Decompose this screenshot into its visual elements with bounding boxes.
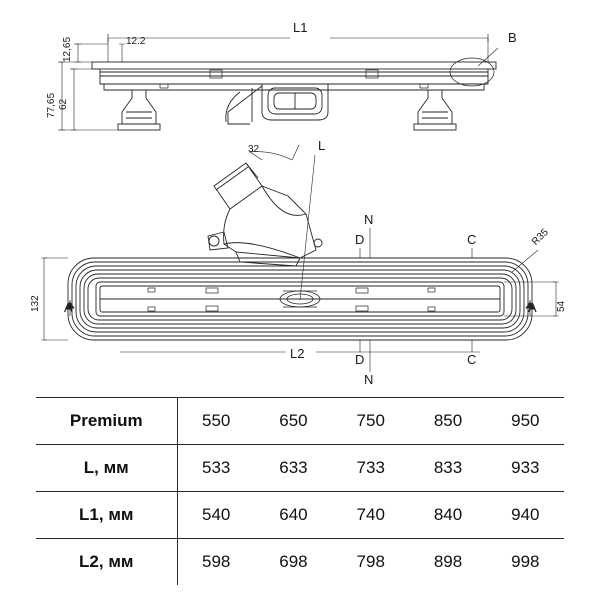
section-label-N-bottom: N [364,372,374,387]
cell-value: 698 [279,552,308,571]
section-label-N-top: N [364,212,374,227]
dim-label-32: 32 [248,144,260,155]
outlet-assembly [262,84,328,120]
cell-value: 840 [409,492,486,539]
section-label-C-bottom: C [467,352,477,367]
dim-label-L2: L2 [290,346,305,361]
cell-value: 650 [255,398,332,445]
leg-left [118,90,160,130]
cell-value: 998 [511,552,540,571]
cell-value: 640 [255,492,332,539]
row-head: L1, мм [36,492,177,539]
cell-value: 550 [177,398,255,445]
section-lines-ndc [360,228,472,372]
dim-label-62: 62 [58,98,69,110]
cell-value: 740 [332,492,409,539]
dim-label-77-65: 77,65 [46,92,57,118]
leg-right [414,90,456,130]
plan-view [68,258,532,340]
dim-label-12-2: 12.2 [126,36,146,47]
cell-value: 598 [201,552,231,571]
cell-value: 633 [255,445,332,492]
section-label-C-top: C [467,232,477,247]
dim-label-132: 132 [30,295,41,312]
dim-12-2 [119,44,125,62]
dim-label-L: L [318,138,326,153]
cell-value: 940 [487,492,564,539]
cell-value: 950 [487,398,564,445]
section-ribs [160,70,428,88]
outlet-pipe [226,86,262,124]
section-label-D-top: D [355,232,365,247]
table-row [36,445,564,492]
table-row [36,539,564,586]
cell-value: 540 [177,492,255,539]
row-head: Premium [36,398,177,445]
cell-value: 933 [487,445,564,492]
cell-value: 533 [177,445,255,492]
dim-label-B: B [508,30,517,45]
cell-value: 798 [356,552,385,571]
dim-label-R35: R35 [530,227,551,248]
section-label-A-left: A [64,300,73,315]
dim-label-54: 54 [556,300,567,312]
cell-value: 733 [332,445,409,492]
table-row [36,398,564,445]
cell-value: 850 [409,398,486,445]
dim-L1 [108,34,488,62]
table-row [36,492,564,539]
cell-value: 898 [433,552,463,571]
dim-label-12-65: 12,65 [62,36,73,62]
dim-label-L1: L1 [293,20,308,35]
spec-table [36,398,564,585]
section-marks [66,300,534,316]
row-head: L, мм [36,445,177,492]
cell-value: 750 [332,398,409,445]
section-label-D-bottom: D [355,352,365,367]
cell-value: 833 [409,445,486,492]
dim-R35 [512,250,538,272]
section-body [92,62,496,90]
section-label-A-right: A [528,300,537,315]
spec-table-body [36,398,564,585]
row-head: L2, мм [36,539,177,586]
